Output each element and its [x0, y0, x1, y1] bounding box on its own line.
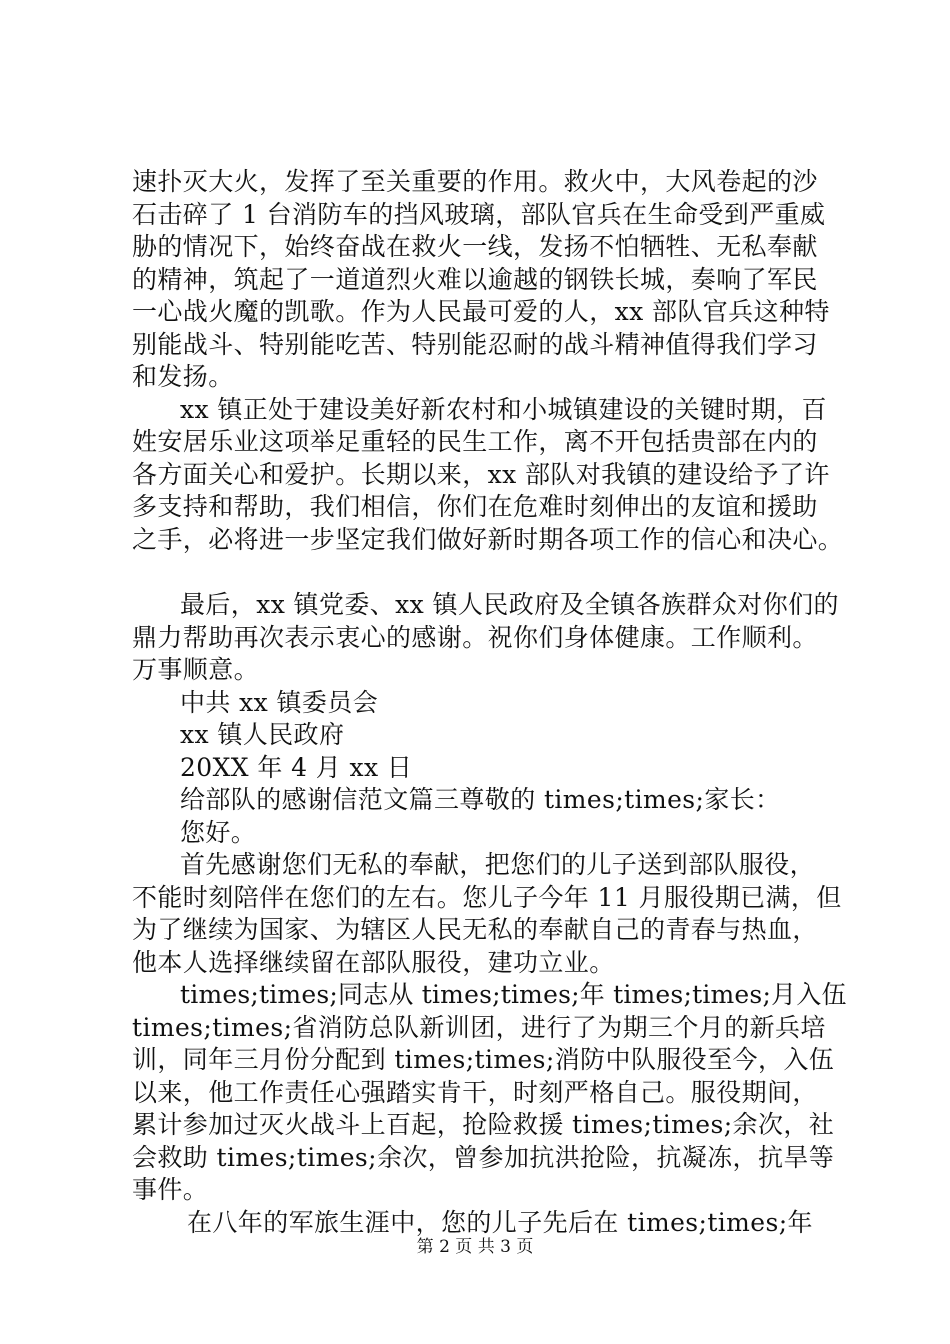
paragraph-line: 首先感谢您们无私的奉献，把您们的儿子送到部队服役，	[180, 850, 816, 879]
paragraph-line: 为了继续为国家、为辖区人民无私的奉献自己的青春与热血，	[132, 915, 818, 944]
paragraph-line: 石击碎了 1 台消防车的挡风玻璃，部队官兵在生命受到严重威	[132, 199, 826, 229]
paragraph-line: 姓安居乐业这项举足重轻的民生工作，离不开包括贵部在内的	[132, 427, 818, 456]
paragraph-line: 事件。	[132, 1175, 209, 1204]
signature-gov: xx 镇人民政府	[180, 720, 345, 749]
paragraph-line: 在八年的军旅生涯中，您的儿子先后在 times;times;年	[187, 1207, 813, 1237]
page-number-footer: 第 2 页 共 3 页	[416, 1237, 534, 1257]
signature-org: 中共 xx 镇委员会	[180, 687, 379, 717]
paragraph-line: 以来，他工作责任心强踏实肯干，时刻严格自己。服役期间，	[132, 1077, 818, 1107]
paragraph-line: 之手，必将进一步坚定我们做好新时期各项工作的信心和决心。	[132, 524, 844, 554]
paragraph-line: 训，同年三月份分配到 times;times;消防中队服役至今，入伍	[132, 1045, 835, 1074]
paragraph-line: 和发扬。	[132, 362, 234, 391]
paragraph-line: 最后，xx 镇党委、xx 镇人民政府及全镇各族群众对你们的	[180, 590, 839, 619]
paragraph-line: 别能战斗、特别能吃苦、特别能忍耐的战斗精神值得我们学习	[132, 329, 818, 359]
paragraph-line: 鼎力帮助再次表示衷心的感谢。祝你们身体健康。工作顺利。	[132, 622, 818, 652]
paragraph-line: times;times;省消防总队新训团，进行了为期三个月的新兵培	[132, 1012, 826, 1042]
paragraph-line: 万事顺意。	[132, 655, 260, 684]
paragraph-line: 各方面关心和爱护。长期以来，xx 部队对我镇的建设给予了许	[132, 459, 830, 489]
paragraph-line: 的精神，筑起了一道道烈火难以逾越的钢铁长城，奏响了军民	[132, 264, 818, 294]
paragraph-line: 不能时刻陪伴在您们的左右。您儿子今年 11 月服役期已满，但	[132, 882, 842, 912]
paragraph-line: 多支持和帮助，我们相信，你们在危难时刻伸出的友谊和援助	[132, 492, 818, 521]
paragraph-line: 他本人选择继续留在部队服役，建功立业。	[132, 947, 615, 977]
paragraph-line: 速扑灭大火，发挥了至关重要的作用。救火中，大风卷起的沙	[132, 167, 818, 196]
paragraph-line: 一心战火魔的凯歌。作为人民最可爱的人，xx 部队官兵这种特	[132, 297, 830, 326]
paragraph-line: 会救助 times;times;余次，曾参加抗洪抢险，抗凝冻，抗旱等	[132, 1142, 835, 1172]
paragraph-line: 累计参加过灭火战斗上百起，抢险救援 times;times;余次，社	[132, 1110, 835, 1139]
paragraph-line: times;times;同志从 times;times;年 times;times;月入伍	[180, 980, 847, 1009]
paragraph-line: 胁的情况下，始终奋战在救火一线，发扬不怕牺牲、无私奉献	[132, 232, 818, 261]
signature-date: 20XX 年 4 月 xx 日	[180, 752, 413, 782]
letter-heading: 给部队的感谢信范文篇三尊敬的 times;times;家长：	[180, 785, 781, 814]
greeting: 您好。	[180, 817, 257, 847]
document-body	[132, 166, 847, 1239]
paragraph-line: xx 镇正处于建设美好新农村和小城镇建设的关键时期，百	[180, 394, 827, 424]
